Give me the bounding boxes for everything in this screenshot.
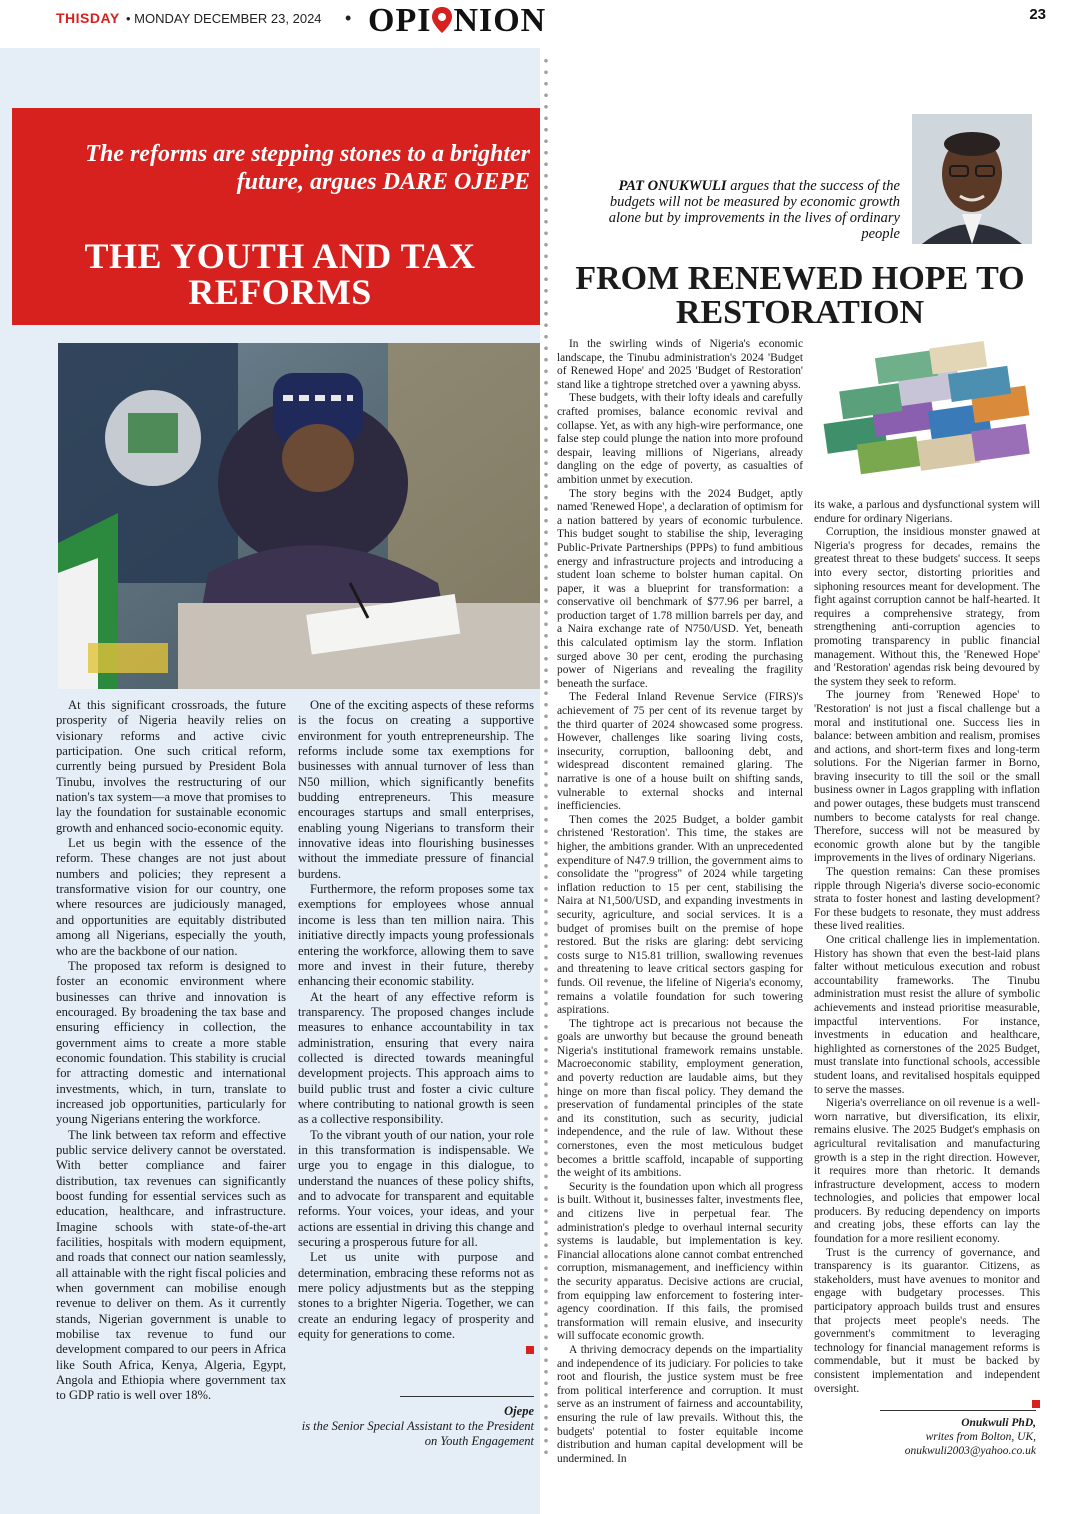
right-paragraph: The story begins with the 2024 Budget, aptly named 'Renewed Hope', a declaration of optimism for a nation battered by years of economic turbulence. This budget sought to stabilise the ship, leveraging Public-Private Partnerships (PPPs) to fund ambitious energy and infrastructure projects and introducing a student loan scheme to bolster human capital. On paper, it was a blueprint for transformation: a conservative oil benchmark of $77.96 per barrel, a production target of 1.78 million barrels per day, and a Naira exchange rate of N750/USD. Yet, beneath this calculated optimism lay the storm. Inflation surged above 30 per cent, eroding the purchasing power of Nigerians and revealing the fragility beneath the surface. [557, 487, 803, 690]
left-article-column-1 [56, 698, 286, 1404]
byline-rule [880, 1410, 1036, 1411]
left-paragraph: Let us unite with purpose and determination, embracing these reforms not as mere policy adjustments but as the stepping stones to a brighter Nigeria. Together, we can create an enduring legacy of prosperity and equity for generations to come. [298, 1250, 534, 1342]
left-paragraph: The proposed tax reform is designed to foster an economic environment where businesses can thrive and innovation is encouraged. By broadening the tax base and ensuring efficiency in collection, the government aims to create a more stable economic foundation. This stability is crucial for attracting domestic and international investments, which, in turn, translate to increased job opportunities, particularly for young Nigerians entering the workforce. [56, 958, 286, 1127]
left-paragraph: One of the exciting aspects of these reforms is the focus on creating a supportive environment for youth entrepreneurship. The reforms include some tax exemptions for businesses with annual turnover of less than N50 million, which significantly benefits budding entrepreneurs. This measure encourages startups and small enterprises, enabling young Nigerians to transform their innovative ideas into flourishing businesses without the immediate pressure of financial burdens. [298, 698, 534, 881]
left-article-deck: The reforms are stepping stones to a brighter future, argues DARE OJEPE [85, 141, 530, 195]
left-author-name: Ojepe [504, 1404, 534, 1418]
right-paragraph: In the swirling winds of Nigeria's economic landscape, the Tinubu administration's 2024 'Budget of Renewed Hope' and 2025 'Budget of Restoration' stand like a tightrope stretched over a yawning abyss. [557, 338, 803, 391]
currency-bundles-image [814, 340, 1036, 488]
right-article-column-2 [814, 499, 1040, 1408]
masthead-dot: • [345, 8, 352, 28]
left-article-column-2 [298, 698, 534, 1354]
left-paragraph: To the vibrant youth of our nation, your role in this transformation is indispensable. We urge you to engage in this dialogue, to understand the nuances of these policy shifts, and to advocate for transparent and equitable reforms. Your voices, your ideas, and your actions are essential in driving this change and securing a prosperous future for all. [298, 1127, 534, 1250]
left-paragraph: At the heart of any effective reform is transparency. The proposed changes include measures to enhance accountability in tax administration, ensuring that every naira collected is directed towards meaningful development projects. This approach aims to build public trust and foster a civic culture where contributing to national growth is seen as a collective responsibility. [298, 989, 534, 1127]
left-author-bio [300, 1404, 534, 1449]
right-author-bio [800, 1416, 1036, 1458]
right-author-role: writes from Bolton, UK, onukwuli2003@yahoo.co.uk [904, 1431, 1036, 1457]
left-paragraph: The link between tax reform and effective public service delivery cannot be overstated. With better compliance and fairer distribution, tax revenues can significantly boost funding for essential services such as education, healthcare, and infrastructure. Imagine schools with state-of-the-art facilities, hospitals with modern equipment, and roads that connect our nation seamlessly, all attainable with the right fiscal policies and when government can mobilise enough revenue to deliver on them. As it currently stands, Nigerian government is unable to mobilise tax revenue to fund our development compared to our peers in Africa like South Africa, Kenya, Algeria, Egypt, Angola and Ethiopia where government tax to GDP ratio is well over 18%. [56, 1127, 286, 1403]
speech-pin-icon [431, 6, 453, 34]
right-paragraph: Nigeria's overreliance on oil revenue is a well-worn narrative, but diversification, its elixir, remains elusive. The 2025 Budget's emphasis on agricultural revitalisation and manufacturing growth is a step in the right direction. However, it requires more than rhetoric. It demands infrastructure development, access to modern technologies, and policies that empower local producers. By reducing dependency on imports and creating jobs, these efforts can lay the foundation for a more resilient economy. [814, 1097, 1040, 1246]
masthead [0, 0, 1076, 48]
right-paragraph: Then comes the 2025 Budget, a bolder gambit christened 'Restoration'. This time, the stakes are higher, the ambitions grander. With an unprecedented expenditure of N47.9 trillion, the government aims to consolidate the "progress" of 2024 while targeting inflation reduction to 15 per cent, stabilising the Naira at N1,500/USD, and expanding investments in security, agriculture, and social services. It is a budget of promises built on the premise of hope restored. But the risks are glaring: debt servicing costs surge to N15.81 trillion, swallowing revenues and threatening to leave critical sectors gasping for funds. Oil revenue, the lifeline of Nigeria's economy, remains a volatile foundation for such towering aspirations. [557, 813, 803, 1017]
page-number: 23 [1029, 6, 1046, 23]
right-article-headline: FROM RENEWED HOPE TO RESTORATION [575, 260, 1025, 331]
right-paragraph: The journey from 'Renewed Hope' to 'Restoration' is not just a fiscal challenge but a moral and institutional one. Success lies in balance: between ambition and realism, promises and actions, and short-term fixes and long-term solutions. For the Nigerian farmer in Borno, braving insecurity to till the soil or the small business owner in Lagos grappling with inflation and power outages, these budgets must transcend numbers to become catalysts for real change. Therefore, success will not be measured by economic growth alone but by the tangible improvements in the lives of ordinary Nigerians. [814, 689, 1040, 865]
left-paragraph: At this significant crossroads, the future prosperity of Nigeria heavily relies on visionary reforms and active civic participation. One such critical reform, currently being pursued by President Bola Tinubu, involves the restructuring of our nation's tax system—a move that promises to lay the foundation for sustainable economic growth and enhanced socio-economic equity. [56, 698, 286, 835]
author-portrait [912, 114, 1032, 244]
right-paragraph: its wake, a parlous and dysfunctional system will endure for ordinary Nigerians. [814, 499, 1040, 525]
right-article-column-1 [557, 338, 803, 1466]
right-paragraph: A thriving democracy depends on the impartiality and independence of its judiciary. For policies to take root and flourish, the justice system must be free from political interference and corruption. It must serve as an instrument of fairness and accountability, ensuring the rule of law prevails. Without this, the budgets' potential to foster equitable income distribution and human capital development will be undermined. In [557, 1343, 803, 1465]
left-author-role: is the Senior Special Assistant to the President on Youth Engagement [301, 1419, 534, 1448]
right-deck-text: argues that the success of the budgets will not be measured by economic growth alone but by improvements in the lives of ordinary people [608, 178, 900, 242]
opinion-section-logo [368, 2, 546, 40]
section-logo-post: NION [453, 2, 547, 39]
right-paragraph: The question remains: Can these promises ripple through Nigeria's diverse socio-economic strata to foster honest and lasting development? For these budgets to resonate, they must address these lived realities. [814, 866, 1040, 933]
right-article-deck [600, 178, 900, 242]
left-paragraph: Let us begin with the essence of the reform. These changes are not just about numbers and policies; they represent a transformative vision for our country, one where resources are judiciously managed, and opportunities are equitably distributed among all Nigerians, especially the youth, who are the backbone of our nation. [56, 836, 286, 958]
end-of-article-mark [1032, 1400, 1040, 1408]
left-article-headline: THE YOUTH AND TAX REFORMS [84, 236, 476, 312]
right-deck-author: PAT ONUKWULI [618, 178, 727, 194]
issue-date: • MONDAY DECEMBER 23, 2024 [126, 11, 322, 26]
byline-rule [400, 1396, 534, 1397]
right-paragraph: These budgets, with their lofty ideals and carefully crafted promises, balance economic revival and collapse. Yet, as with any high-wire performance, one false step could plunge the nation into more profound despair, leaving millions of Nigerians, already dangling on the edge of poverty, as casualties of ambition unmet by execution. [557, 392, 803, 486]
brand-name: THISDAY [56, 10, 120, 26]
right-paragraph: Security is the foundation upon which all progress is built. Without it, businesses falter, investments flee, and citizens live in perpetual fear. The administration's pledge to overhaul internal security systems is laudable, but implementation is key. Financial allocations alone cannot combat entrenched corruption, mismanagement, and inefficiency within the security apparatus. Decisive actions are crucial, from equipping law enforcement to fostering inter-agency coordination. If this fails, the promised transformation will remain elusive, and insecurity will suffocate economic growth. [557, 1180, 803, 1343]
section-logo-pre: OPI [368, 2, 432, 39]
left-paragraph: Furthermore, the reform proposes some tax exemptions for employees whose annual income is less than ten million naira. This initiative directly impacts young professionals entering the workforce, allowing them to save more and invest in their future, thereby enhancing their economic stability. [298, 882, 534, 989]
right-paragraph: The tightrope act is precarious not because the goals are unworthy but because the ground beneath Nigeria's institutional framework remains unstable. Macroeconomic stability, employment generation, and poverty reduction are laudable aims, but they hinge on more than fiscal policy. They demand the preservation of fundamental principles of the state and its constitution, such as security, judicial independence, and the rule of law. Without these cornerstones, even the most meticulous budget becomes a brittle scaffold, incapable of supporting the weight of its ambitions. [557, 1017, 803, 1180]
right-paragraph: One critical challenge lies in implementation. History has shown that even the best-laid plans falter without meticulous execution and robust accountability frameworks. The Tinubu administration must resist the allure of symbolic achievements and instead prioritise measurable, impactful interventions. For instance, investments in education and healthcare, highlighted as cornerstones of the 2025 Budget, must translate into functional schools, accessible student loans, and revitalised hospitals equipped to serve the masses. [814, 934, 1040, 1096]
end-of-article-mark [526, 1346, 534, 1354]
column-separator [543, 55, 549, 1455]
right-paragraph: Trust is the currency of governance, and transparency is its guarantor. Citizens, as stakeholders, must have avenues to monitor and engage with budgetary processes. This participatory approach builds trust and ensures that projects meet people's needs. The government's commitment to leveraging technology for financial management reforms is commendable, but it must be backed by consistent implementation and independent oversight. [814, 1246, 1040, 1395]
right-author-name: Onukwuli PhD, [961, 1417, 1036, 1429]
right-paragraph: Corruption, the insidious monster gnawed at Nigeria's progress for decades, remains the greatest threat to these budgets' success. It seeps into every sector, distorting priorities and siphoning resources meant for development. The fight against corruption cannot be half-hearted. It requires a comprehensive strategy, from strengthening anti-corruption agencies to promoting transparency in public financial management. Without this, the 'Renewed Hope' and 'Restoration' agendas risk being devoured by the system they seek to reform. [814, 526, 1040, 688]
right-paragraph: The Federal Inland Revenue Service (FIRS)'s achievement of 75 per cent of its revenue target by the third quarter of 2024 showcased some progress. However, challenges like soaring living costs, insecurity, corruption, ballooning debt, and widespread discontent remained glaring. The narrative is one of a house built on shifting sands, vulnerable to external shocks and internal inefficiencies. [557, 691, 803, 813]
president-signing-photo [58, 343, 540, 689]
